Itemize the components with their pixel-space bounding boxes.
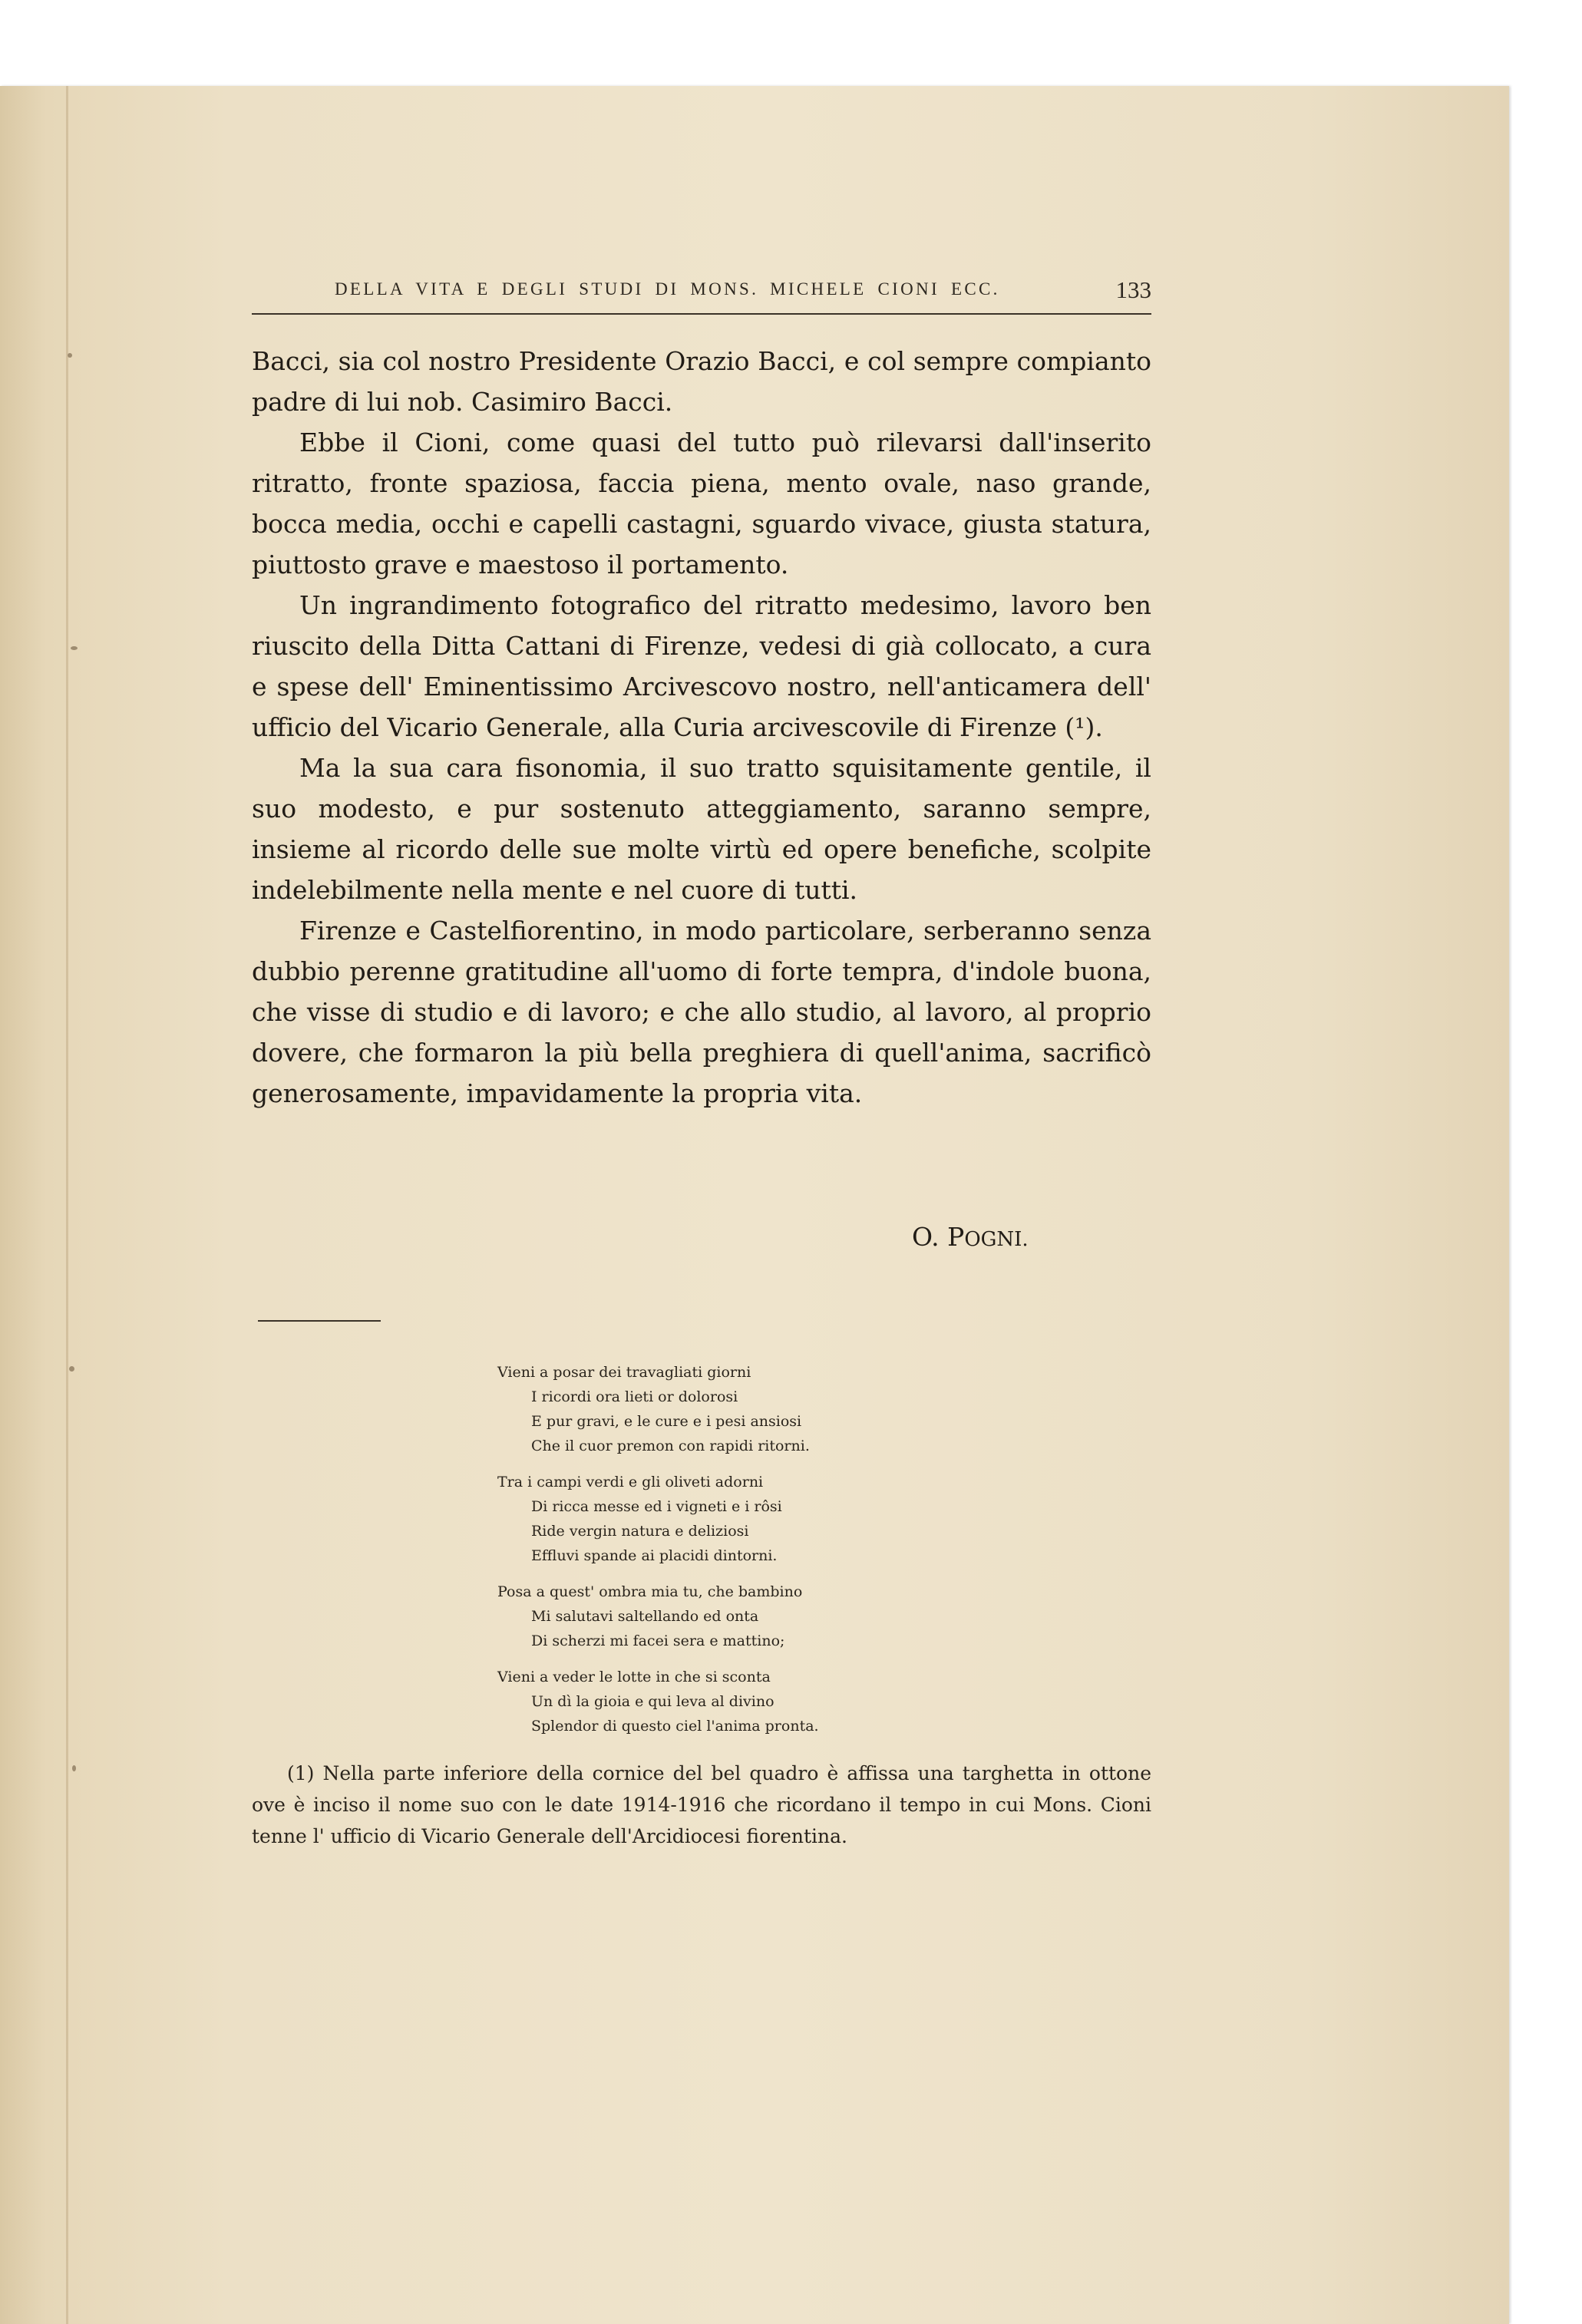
poem-stanza bbox=[497, 1580, 819, 1653]
running-header bbox=[335, 276, 1151, 312]
paragraph: Firenze e Castelfiorentino, in modo particolare, serberanno senza dubbio perenne gratitudine all'uomo di forte tempra, d'indole buona, che visse di studio e di lavoro; e che allo studio, al lavoro, al proprio dovere, che formaron la più bella preghiera di quell'anima, sacrificò generosamente, impavidamente la propria vita. bbox=[252, 916, 1151, 1108]
poem-line: Tra i campi verdi e gli oliveti adorni bbox=[497, 1474, 764, 1490]
poem-line: I ricordi ora lieti or dolorosi bbox=[531, 1388, 738, 1405]
signature-initial: O. P bbox=[912, 1222, 965, 1252]
paragraph: Ebbe il Cioni, come quasi del tutto può rilevarsi dall'inserito ritratto, fronte spaziosa, faccia piena, mento ovale, naso grande, bocca media, occhi e capelli castagni, sguardo vivace, giusta statura, piuttosto grave e maestoso il portamento. bbox=[252, 427, 1151, 579]
poem bbox=[497, 1360, 819, 1750]
poem-line: Un dì la gioia e qui leva al divino bbox=[531, 1693, 774, 1710]
paragraph: Ma la sua cara fisonomia, il suo tratto squisitamente gentile, il suo modesto, e pur sostenuto atteggiamento, saranno sempre, insieme al ricordo delle sue molte virtù ed opere benefiche, scolpite indelebilmente nella mente e nel cuore di tutti. bbox=[252, 753, 1151, 905]
body-text bbox=[252, 341, 1151, 1114]
paper-speck bbox=[68, 353, 72, 358]
poem-line: Vieni a veder le lotte in che si sconta bbox=[497, 1669, 771, 1685]
paragraph: Bacci, sia col nostro Presidente Orazio Bacci, e col sempre compianto padre di lui nob. Casimiro Bacci. bbox=[252, 346, 1151, 417]
page-number: 133 bbox=[1115, 276, 1151, 303]
poem-line: Ride vergin natura e deliziosi bbox=[531, 1523, 749, 1540]
footnote-reference[interactable]: (¹). bbox=[1056, 712, 1103, 742]
poem-line: Di ricca messe ed i vigneti e i rôsi bbox=[531, 1498, 782, 1515]
paragraph bbox=[252, 585, 1151, 748]
poem-stanza bbox=[497, 1665, 819, 1738]
signature-surname: OGNI. bbox=[964, 1228, 1029, 1251]
poem-line: E pur gravi, e le cure e i pesi ansiosi bbox=[531, 1413, 802, 1430]
paper-speck bbox=[72, 1765, 76, 1771]
paper-speck bbox=[69, 1366, 74, 1372]
footnote-text: (1) Nella parte inferiore della cornice del bel quadro è affissa una targhetta in ottone ove è inciso il nome suo con le date 1914-1916 che ricordano il tempo in cui Mons. Cioni tenne l' ufficio di Vicario Generale dell'Arcidiocesi fiorentina. bbox=[252, 1762, 1151, 1847]
running-title: DELLA VITA E DEGLI STUDI DI MONS. MICHELE CIONI ECC. bbox=[335, 279, 1000, 299]
poem-line: Che il cuor premon con rapidi ritorni. bbox=[531, 1438, 810, 1454]
header-rule bbox=[252, 313, 1151, 315]
poem-stanza bbox=[497, 1360, 819, 1458]
poem-line: Di scherzi mi facei sera e mattino; bbox=[531, 1632, 785, 1649]
paper-speck bbox=[71, 646, 78, 650]
poem-line: Posa a quest' ombra mia tu, che bambino bbox=[497, 1583, 803, 1600]
page-fold bbox=[66, 86, 68, 2324]
footnote-separator bbox=[258, 1320, 381, 1322]
poem-line: Mi salutavi saltellando ed onta bbox=[531, 1608, 759, 1625]
poem-line: Effluvi spande ai placidi dintorni. bbox=[531, 1547, 778, 1564]
poem-stanza bbox=[497, 1470, 819, 1568]
poem-line: Vieni a posar dei travagliati giorni bbox=[497, 1364, 751, 1381]
author-signature bbox=[912, 1222, 1029, 1252]
footnote bbox=[252, 1758, 1151, 1852]
paragraph-text: Un ingrandimento fotografico del ritratto medesimo, lavoro ben riuscito della Ditta Cattani di Firenze, vedesi di già collocato, a cura e spese dell' Eminentissimo Arcivescovo nostro, nell'anticamera dell' ufficio del Vicario Generale, alla Curia arcivescovile di Firenze bbox=[252, 590, 1151, 742]
poem-line: Splendor di questo ciel l'anima pronta. bbox=[531, 1718, 819, 1735]
